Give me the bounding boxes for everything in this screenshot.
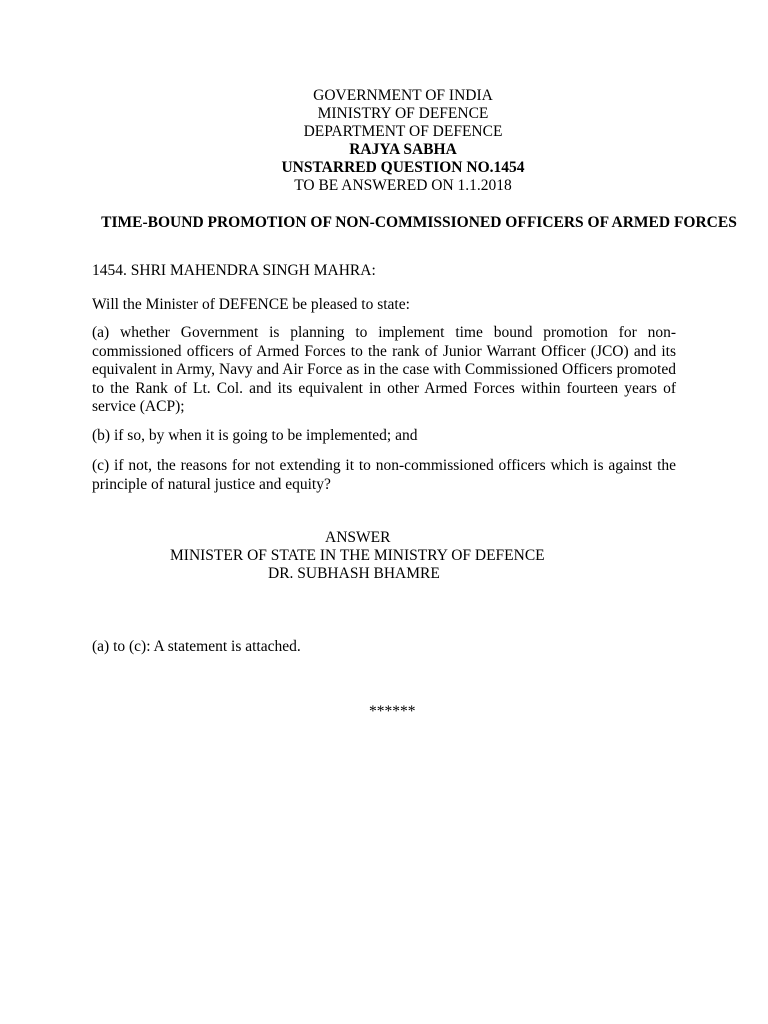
question-part-a: (a) whether Government is planning to implement time bound promotion for non-commissioned officers of Armed Forces to the rank of Junior Warrant Officer (JCO) and its equivalent in Army, Navy and Air Force as in the case with Commissioned Officers promoted to the Rank of Lt. Col. and its equivalent in other Armed Forces within fourteen years of service (ACP); xyxy=(92,324,676,415)
department-line: DEPARTMENT OF DEFENCE xyxy=(303,123,503,140)
end-mark: ****** xyxy=(369,703,416,720)
document-header xyxy=(0,87,768,195)
answer-date-line: TO BE ANSWERED ON 1.1.2018 xyxy=(294,177,512,194)
minister-name: DR. SUBHASH BHAMRE xyxy=(268,565,440,582)
question-part-c: (c) if not, the reasons for not extending it to non-commissioned officers which is against the principle of natural justice and equity? xyxy=(92,457,676,493)
ministry-line: MINISTRY OF DEFENCE xyxy=(317,105,489,122)
minister-title: MINISTER OF STATE IN THE MINISTRY OF DEFENCE xyxy=(170,547,545,564)
house-line: RAJYA SABHA xyxy=(349,141,457,158)
government-line: GOVERNMENT OF INDIA xyxy=(313,87,493,104)
question-asker: 1454. SHRI MAHENDRA SINGH MAHRA: xyxy=(92,262,376,279)
question-intro: Will the Minister of DEFENCE be pleased to state: xyxy=(92,296,410,313)
question-part-b: (b) if so, by when it is going to be implemented; and xyxy=(92,427,418,444)
question-title: TIME-BOUND PROMOTION OF NON-COMMISSIONED OFFICERS OF ARMED FORCES xyxy=(101,214,737,231)
answer-heading: ANSWER xyxy=(325,529,391,546)
answer-reply: (a) to (c): A statement is attached. xyxy=(92,638,301,655)
question-number-line: UNSTARRED QUESTION NO.1454 xyxy=(281,159,525,176)
